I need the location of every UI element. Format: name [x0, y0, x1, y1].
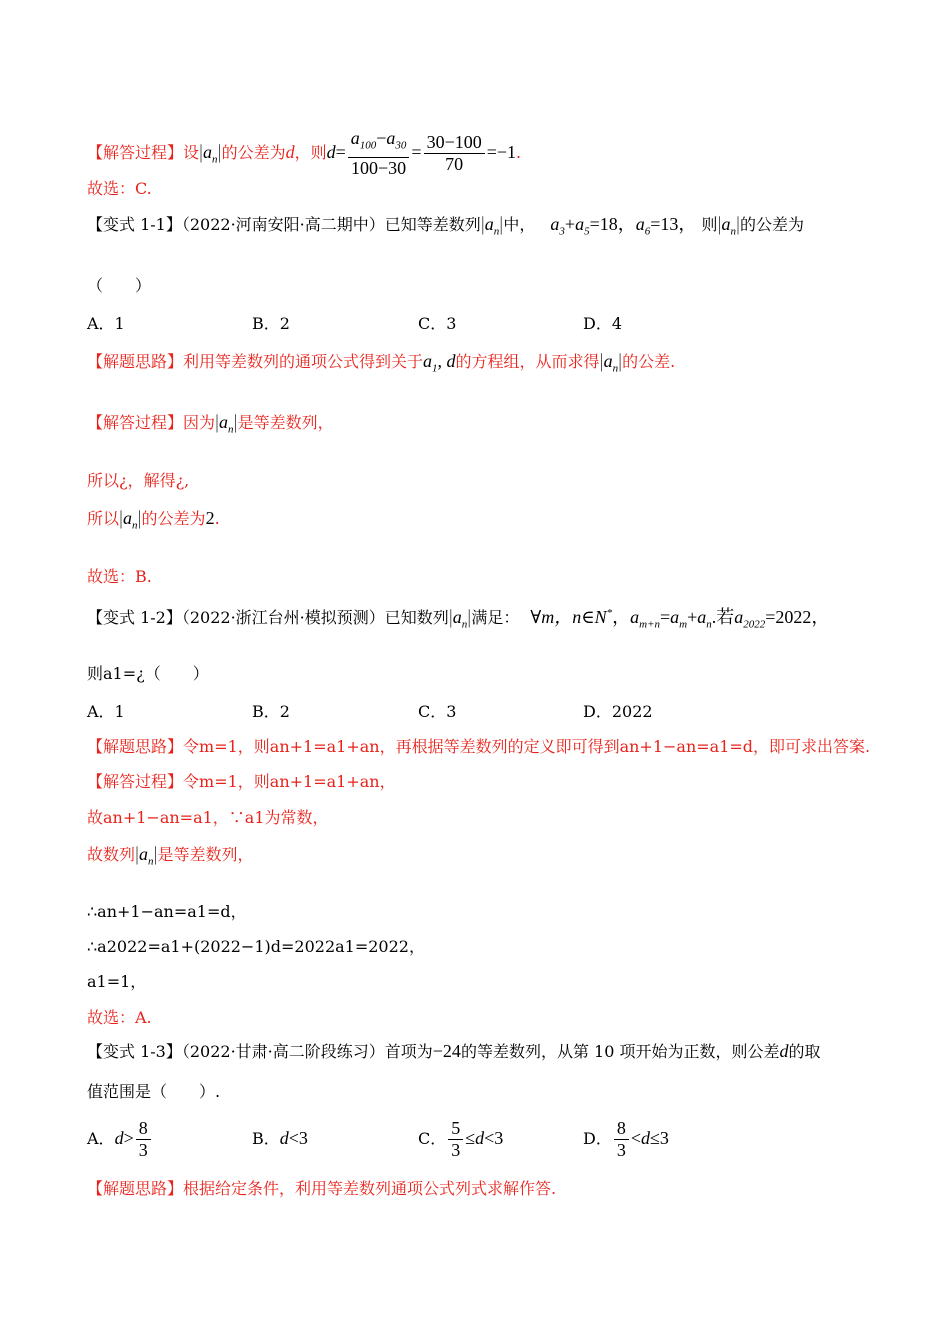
fraction: $\frac{30-100}{70}$ [424, 132, 485, 175]
option-c[interactable]: C．3 [418, 314, 457, 333]
process-line: ∴a2022=a1+(2022−1)d=2022a1=2022， [87, 937, 425, 956]
stem-line-2: 则a1=¿（ ） [87, 664, 209, 683]
option-d[interactable]: D． $\frac{8}{3}$ <d≤3 [583, 1118, 669, 1160]
option-d[interactable]: D．2022 [583, 702, 653, 721]
process-line: 故数列$|a_n|$是等差数列， [87, 843, 254, 868]
variant-1-2-stem: 【变式 1-2】（2022·浙江台州·模拟预测）已知数列$|a_n|$满足： ∀m，n∈N*，$a_{m+n}=a_m+a_n$.若$a_{2022}=2022$， [87, 606, 830, 631]
option-c[interactable]: C． $\frac{5}{3}$ ≤d<3 [418, 1118, 504, 1160]
option-a[interactable]: A．1 [87, 314, 125, 333]
answer-line: 故选：C. [87, 179, 152, 198]
option-a[interactable]: A．d> $\frac{8}{3}$ [87, 1118, 153, 1161]
process-line: a1=1， [87, 972, 147, 991]
paren-blank: （ ） [87, 276, 152, 295]
fraction: $\frac{a_{100}-a_{30}}{100-30}$ [348, 128, 410, 179]
option-d[interactable]: D．4 [583, 314, 623, 333]
answer-line: 故选：B. [87, 567, 152, 586]
process-line: 【解答过程】因为$|a_n|$是等差数列， [87, 411, 334, 436]
variant-1-3-stem: 【变式 1-3】（2022·甘肃·高二阶段练习）首项为−24的等差数列，从第 10 项开始为正数，则公差d的取 [87, 1041, 821, 1061]
option-c[interactable]: C．3 [418, 702, 457, 721]
idea-line: 【解题思路】根据给定条件，利用等差数列通项公式列式求解作答. [87, 1179, 557, 1198]
idea-line: 【解题思路】令m=1，则an+1=a1+an，再根据等差数列的定义即可得到an+1−an=a1=d，即可求出答案. [87, 737, 871, 756]
option-b[interactable]: B．2 [252, 314, 290, 333]
process-line: 所以$|a_n|$的公差为2. [87, 507, 220, 532]
option-b[interactable]: B．d<3 [252, 1128, 308, 1148]
process-line: 故an+1−an=a1，∵a1为常数， [87, 808, 329, 827]
option-a[interactable]: A．1 [87, 702, 125, 721]
section-head: 【解答过程】 [87, 142, 184, 162]
process-line: 所以¿，解得¿, [87, 471, 190, 490]
answer-line: 故选：A. [87, 1008, 152, 1027]
process-line: ∴an+1−an=a1=d， [87, 902, 247, 921]
stem-line-2: 值范围是（ ）. [87, 1082, 221, 1101]
option-b[interactable]: B．2 [252, 702, 290, 721]
idea-line: 【解题思路】利用等差数列的通项公式得到关于$a_1$, d的方程组，从而求得$|a_n|$的公差. [87, 350, 676, 375]
process-line: 【解答过程】令m=1，则an+1=a1+an， [87, 772, 396, 791]
variant-1-1-stem: 【变式 1-1】（2022·河南安阳·高二期中）已知等差数列$|a_n|$中， $a_3+a_5=18$，$a_6=13$， 则$|a_n|$的公差为 [87, 213, 805, 238]
solution-process-line: 【解答过程】设$|a_n|$的公差为d，则d= $\frac{a_{100}-a_{30}}{100-30}$ = $\frac{30-100}{70}$ =−1. [87, 128, 522, 178]
